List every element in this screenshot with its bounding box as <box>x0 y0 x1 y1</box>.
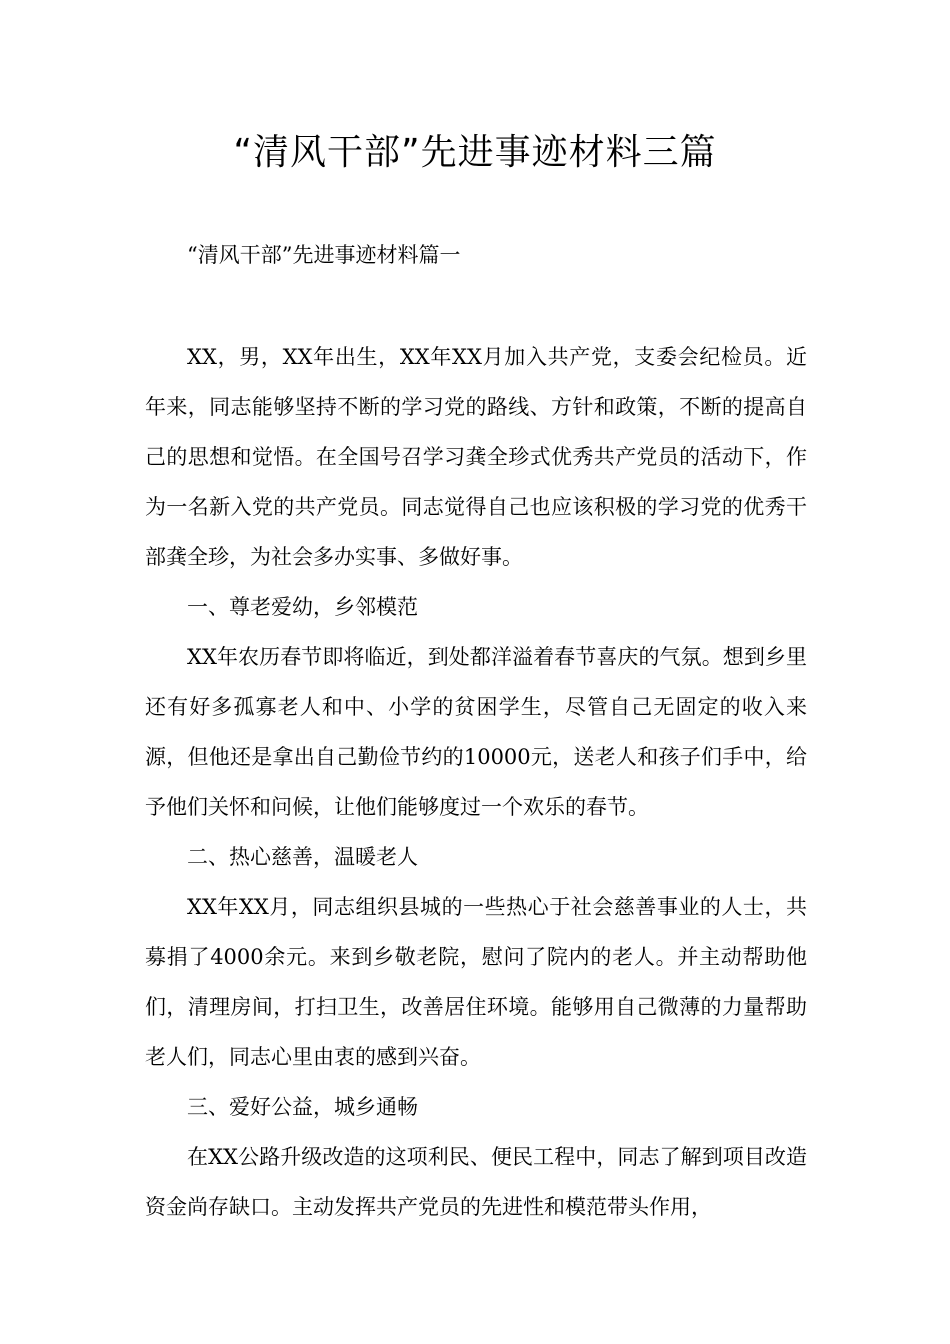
section-paragraph-1: XX年农历春节即将临近，到处都洋溢着春节喜庆的气氛。想到乡里还有好多孤寡老人和中、小学的贫困学生，尽管自己无固定的收入来源，但他还是拿出自己勤俭节约的10000元，送老人和孩子们手中，给予他们关怀和问候，让他们能够度过一个欢乐的春节。 <box>145 645 807 819</box>
section-heading-1: 一、尊老爱幼，乡邻模范 <box>187 595 418 619</box>
section-heading-3: 三、爱好公益，城乡通畅 <box>187 1095 418 1119</box>
intro-paragraph: XX，男，XX年出生，XX年XX月加入共产党，支委会纪检员。近年来，同志能够坚持不断的学习党的路线、方针和政策，不断的提高自己的思想和觉悟。在全国号召学习龚全珍式优秀共产党员的活动下，作为一名新入党的共产党员。同志觉得自己也应该积极的学习党的优秀干部龚全珍，为社会多办实事、多做好事。 <box>145 345 807 569</box>
section-subtitle: “清风干部”先进事迹材料篇一 <box>187 243 461 267</box>
section-paragraph-3: 在XX公路升级改造的这项利民、便民工程中，同志了解到项目改造资金尚存缺口。主动发挥共产党员的先进性和模范带头作用， <box>145 1145 807 1219</box>
section-paragraph-2: XX年XX月，同志组织县城的一些热心于社会慈善事业的人士，共募捐了4000余元。来到乡敬老院，慰问了院内的老人。并主动帮助他们，清理房间，打扫卫生，改善居住环境。能够用自己微薄的力量帮助老人们，同志心里由衷的感到兴奋。 <box>145 895 807 1069</box>
section-heading-2: 二、热心慈善，温暖老人 <box>187 845 418 869</box>
document-title: “清风干部”先进事迹材料三篇 <box>233 132 717 173</box>
document-body <box>145 230 807 1232</box>
